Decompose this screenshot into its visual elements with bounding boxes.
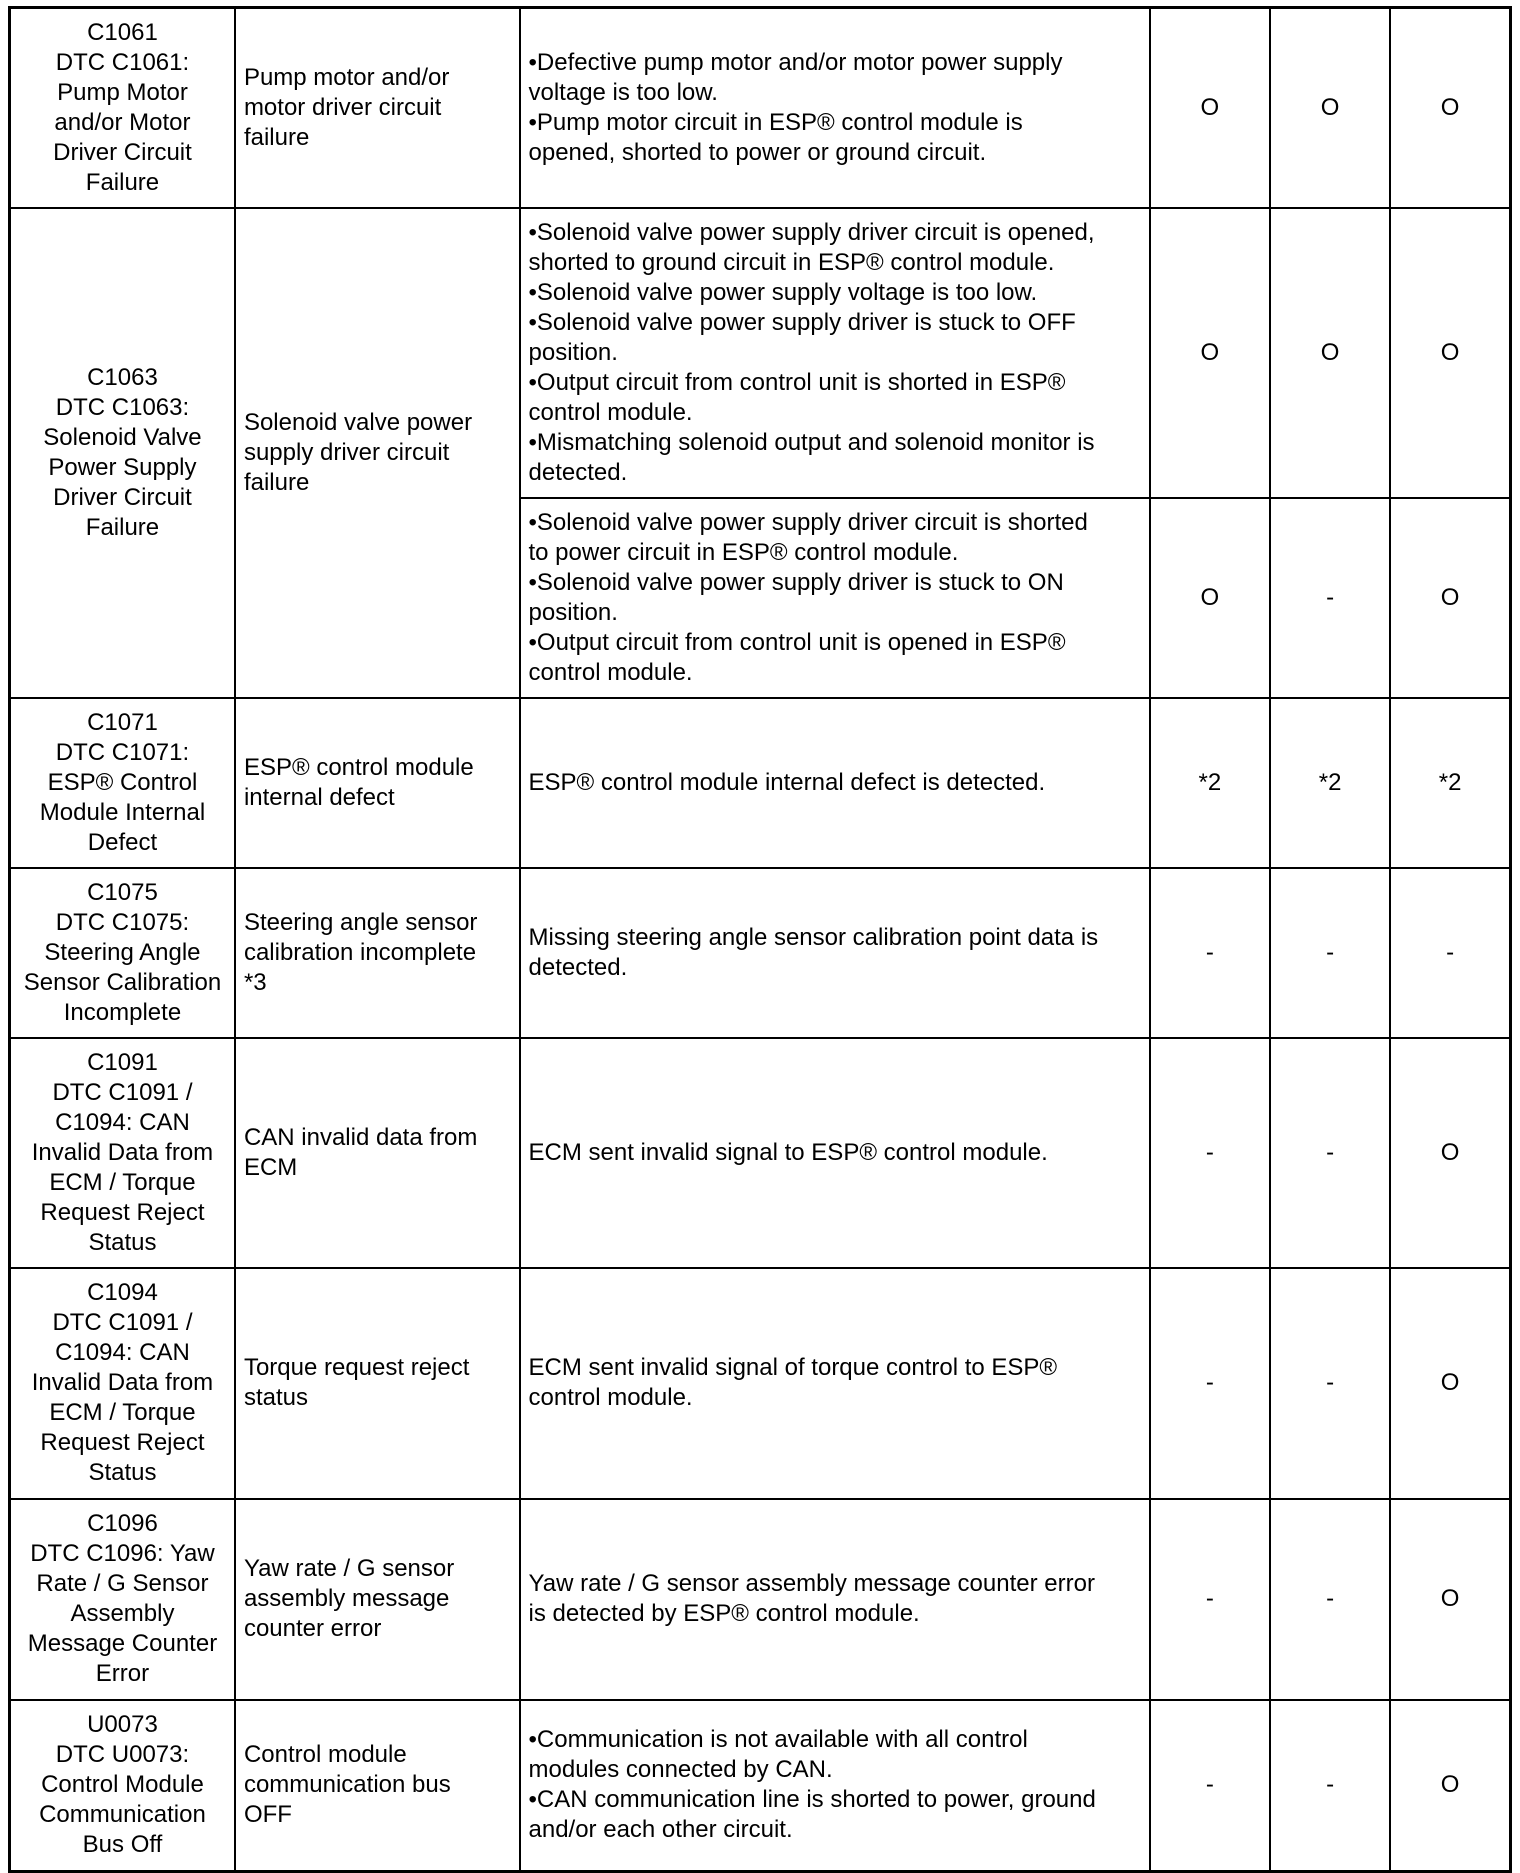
dtc-code-line: C1096 [87, 1510, 158, 1537]
dtc-code-line: Sensor Calibration [23, 968, 222, 996]
dtc-code-line: C1094: CAN [55, 1108, 190, 1136]
detection-item-line: status [243, 1384, 308, 1411]
detection-condition-line: is detected by ESP® control module. [528, 1600, 920, 1627]
table-row [10, 208, 1511, 498]
detection-condition-line: •Solenoid valve power supply voltage is too low. [528, 278, 1038, 306]
detection-condition-cell [520, 208, 1150, 498]
detection-item-line: Solenoid valve power [243, 408, 473, 436]
detection-condition-cell [520, 868, 1150, 1038]
detection-condition-cell [520, 1499, 1150, 1700]
warning-indicator-cell-3: O [1390, 1038, 1510, 1268]
dtc-code-line: Error [95, 1660, 150, 1687]
detection-condition-line: ECM sent invalid signal to ESP® control module. [528, 1138, 1048, 1166]
detection-condition-line: position. [528, 338, 618, 366]
detection-condition-line: to power circuit in ESP® control module. [528, 538, 959, 566]
dtc-code-cell [10, 208, 235, 698]
dtc-code-line: DTC C1091 / [52, 1309, 193, 1336]
detection-condition-line: control module. [528, 398, 693, 426]
warning-indicator-cell-3: - [1390, 868, 1510, 1038]
dtc-code-line: C1075 [87, 878, 158, 906]
dtc-code-line: Failure [85, 513, 160, 541]
table-row [10, 698, 1511, 868]
detection-condition-cell [520, 1268, 1150, 1499]
detection-condition-line: voltage is too low. [528, 78, 718, 106]
detection-condition-line: ECM sent invalid signal of torque control to ESP® [528, 1354, 1058, 1381]
dtc-code-line: Control Module [41, 1771, 204, 1799]
dtc-code-line: DTC C1063: [55, 393, 190, 421]
detection-item-line: counter error [243, 1615, 382, 1642]
detection-condition-cell [520, 498, 1150, 698]
warning-indicator-cell-2: *2 [1270, 698, 1390, 868]
table-row [10, 1268, 1511, 1499]
detection-item-cell [235, 208, 520, 698]
detection-condition-line: detected. [528, 458, 628, 486]
detection-item-line: *3 [243, 968, 267, 996]
dtc-code-line: DTC C1075: [55, 908, 190, 936]
detection-item-line: internal defect [243, 783, 395, 811]
dtc-code-line: Module Internal [39, 798, 206, 826]
dtc-code-line: Status [88, 1459, 157, 1486]
dtc-code-line: ESP® Control [47, 768, 198, 796]
warning-indicator-cell-1: - [1150, 1268, 1270, 1499]
detection-condition-line: •Solenoid valve power supply driver is stuck to OFF [528, 308, 1076, 336]
dtc-code-line: Failure [85, 168, 160, 196]
warning-indicator-cell-3: *2 [1390, 698, 1510, 868]
table-row [10, 868, 1511, 1038]
dtc-code-line: Invalid Data from [31, 1369, 214, 1396]
detection-condition-line: •Solenoid valve power supply driver circuit is shorted [528, 508, 1088, 536]
detection-condition-line: •Output circuit from control unit is opened in ESP® [528, 628, 1066, 656]
detection-condition-line: •Pump motor circuit in ESP® control module is [528, 108, 1023, 136]
detection-item-line: Pump motor and/or [243, 63, 450, 91]
dtc-code-line: Communication [39, 1801, 206, 1829]
dtc-code-line: Defect [87, 828, 158, 856]
warning-indicator-cell-1: - [1150, 868, 1270, 1038]
table-row [10, 1700, 1511, 1872]
detection-condition-line: modules connected by CAN. [528, 1756, 833, 1784]
detection-condition-line: •Defective pump motor and/or motor power supply [528, 48, 1063, 76]
warning-indicator-cell-2: - [1270, 1700, 1390, 1872]
dtc-code-line: DTC C1061: [55, 48, 190, 76]
detection-item-cell [235, 698, 520, 868]
warning-indicator-cell-3: O [1390, 498, 1510, 698]
dtc-code-line: Message Counter [27, 1630, 218, 1657]
dtc-code-line: ECM / Torque [49, 1399, 196, 1426]
detection-condition-line: Yaw rate / G sensor assembly message counter error [528, 1570, 1095, 1597]
detection-condition-line: ESP® control module internal defect is detected. [528, 768, 1046, 796]
warning-indicator-cell-1: O [1150, 8, 1270, 208]
warning-indicator-cell-3: O [1390, 1268, 1510, 1499]
detection-condition-line: •Mismatching solenoid output and solenoid monitor is [528, 428, 1095, 456]
detection-condition-cell [520, 8, 1150, 208]
dtc-code-cell [10, 1700, 235, 1872]
dtc-code-line: C1094: CAN [55, 1339, 190, 1366]
dtc-code-line: C1063 [87, 363, 158, 391]
detection-condition-line: opened, shorted to power or ground circuit. [528, 138, 987, 166]
warning-indicator-cell-2: O [1270, 8, 1390, 208]
detection-condition-line: detected. [528, 953, 628, 981]
detection-item-cell [235, 1268, 520, 1499]
detection-condition-cell [520, 1700, 1150, 1872]
detection-item-line: calibration incomplete [243, 938, 477, 966]
detection-item-line: communication bus [243, 1771, 451, 1799]
dtc-code-line: Driver Circuit [53, 483, 192, 511]
detection-condition-line: position. [528, 598, 618, 626]
dtc-code-cell [10, 1499, 235, 1700]
detection-item-line: OFF [243, 1801, 292, 1829]
warning-indicator-cell-1: O [1150, 498, 1270, 698]
detection-item-line: failure [243, 123, 310, 151]
dtc-code-line: C1094 [87, 1279, 158, 1306]
dtc-table-body [10, 8, 1511, 1872]
detection-condition-cell [520, 1038, 1150, 1268]
dtc-code-line: DTC C1091 / [52, 1078, 193, 1106]
detection-item-line: assembly message [243, 1585, 450, 1612]
detection-condition-line: and/or each other circuit. [528, 1816, 793, 1844]
dtc-code-cell [10, 1038, 235, 1268]
table-row [10, 8, 1511, 208]
warning-indicator-cell-2: O [1270, 208, 1390, 498]
dtc-code-line: DTC C1096: Yaw [30, 1540, 215, 1567]
dtc-code-line: and/or Motor [54, 108, 191, 136]
detection-condition-line: Missing steering angle sensor calibration point data is [528, 923, 1099, 951]
warning-indicator-cell-3: O [1390, 1499, 1510, 1700]
detection-condition-line: shorted to ground circuit in ESP® control module. [528, 248, 1055, 276]
dtc-code-line: Rate / G Sensor [36, 1570, 209, 1597]
dtc-code-line: C1061 [87, 18, 158, 46]
warning-indicator-cell-2: - [1270, 868, 1390, 1038]
detection-condition-cell [520, 698, 1150, 868]
dtc-code-line: Invalid Data from [31, 1138, 214, 1166]
dtc-code-cell [10, 8, 235, 208]
detection-item-cell [235, 1499, 520, 1700]
detection-item-line: failure [243, 468, 310, 496]
dtc-code-line: Request Reject [40, 1429, 205, 1456]
dtc-table [8, 6, 1512, 1873]
warning-indicator-cell-1: O [1150, 208, 1270, 498]
detection-condition-line: control module. [528, 1384, 693, 1411]
dtc-code-line: Bus Off [82, 1831, 163, 1859]
warning-indicator-cell-3: O [1390, 8, 1510, 208]
warning-indicator-cell-2: - [1270, 1268, 1390, 1499]
dtc-code-line: Driver Circuit [53, 138, 192, 166]
detection-condition-line: •CAN communication line is shorted to power, ground [528, 1786, 1096, 1814]
dtc-code-line: Solenoid Valve [43, 423, 202, 451]
dtc-code-cell [10, 1268, 235, 1499]
warning-indicator-cell-2: - [1270, 498, 1390, 698]
detection-item-line: supply driver circuit [243, 438, 450, 466]
detection-condition-line: •Communication is not available with all control [528, 1726, 1028, 1754]
table-row [10, 1038, 1511, 1268]
dtc-code-cell [10, 868, 235, 1038]
warning-indicator-cell-1: *2 [1150, 698, 1270, 868]
warning-indicator-cell-1: - [1150, 1700, 1270, 1872]
detection-item-line: Yaw rate / G sensor [243, 1555, 455, 1582]
dtc-code-line: Assembly [70, 1600, 175, 1627]
dtc-code-line: DTC C1071: [55, 738, 190, 766]
dtc-code-line: DTC U0073: [55, 1741, 190, 1769]
dtc-code-line: Status [88, 1228, 157, 1256]
detection-item-cell [235, 868, 520, 1038]
detection-item-line: ECM [243, 1153, 298, 1181]
dtc-code-cell [10, 698, 235, 868]
detection-condition-line: •Solenoid valve power supply driver circuit is opened, [528, 218, 1095, 246]
detection-item-cell [235, 1038, 520, 1268]
detection-item-line: ESP® control module [243, 753, 474, 781]
warning-indicator-cell-1: - [1150, 1038, 1270, 1268]
table-row [10, 1499, 1511, 1700]
dtc-code-line: ECM / Torque [49, 1168, 196, 1196]
warning-indicator-cell-3: O [1390, 208, 1510, 498]
dtc-code-line: C1071 [87, 708, 158, 736]
dtc-code-line: C1091 [87, 1048, 158, 1076]
detection-item-line: Control module [243, 1741, 407, 1769]
detection-item-cell [235, 8, 520, 208]
detection-item-line: motor driver circuit [243, 93, 442, 121]
dtc-code-line: Pump Motor [57, 78, 188, 106]
dtc-code-line: Steering Angle [44, 938, 201, 966]
detection-item-cell [235, 1700, 520, 1872]
detection-item-line: Steering angle sensor [243, 908, 478, 936]
dtc-code-line: Request Reject [40, 1198, 205, 1226]
detection-condition-line: control module. [528, 658, 693, 686]
detection-item-line: CAN invalid data from [243, 1123, 478, 1151]
warning-indicator-cell-2: - [1270, 1038, 1390, 1268]
warning-indicator-cell-3: O [1390, 1700, 1510, 1872]
dtc-code-line: U0073 [87, 1711, 158, 1739]
warning-indicator-cell-2: - [1270, 1499, 1390, 1700]
dtc-code-line: Incomplete [63, 998, 182, 1026]
warning-indicator-cell-1: - [1150, 1499, 1270, 1700]
dtc-code-line: Power Supply [48, 453, 197, 481]
detection-condition-line: •Solenoid valve power supply driver is stuck to ON [528, 568, 1064, 596]
detection-item-line: Torque request reject [243, 1354, 470, 1381]
detection-condition-line: •Output circuit from control unit is shorted in ESP® [528, 368, 1066, 396]
